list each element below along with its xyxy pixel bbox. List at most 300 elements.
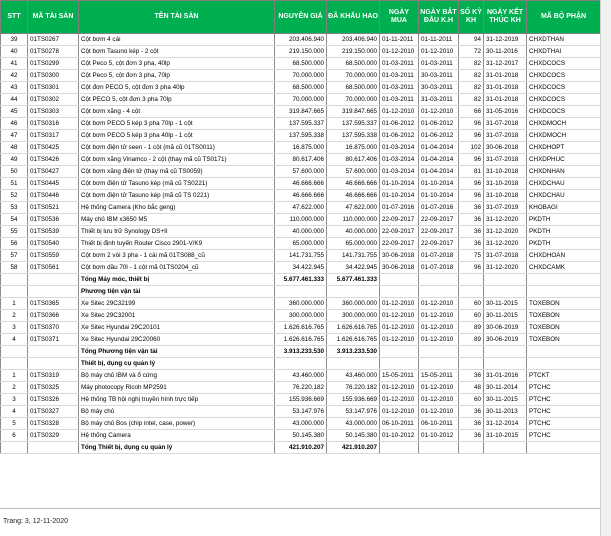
table-row (1, 322, 601, 334)
cell-asset-name: Cột bơm điện tử seen - 1 cột (mã cũ 01TS0011) (79, 142, 275, 154)
cell-purchase-date: 15-05-2011 (380, 370, 419, 382)
cell-department-code: CHXDCOCS (527, 106, 601, 118)
cell-depreciation-end: 31-10-2018 (484, 166, 527, 178)
cell-department-code: TOXEBON (527, 310, 601, 322)
cell-purchase-date: 01-11-2011 (380, 34, 419, 46)
cell-purchase-date: 01-06-2012 (380, 118, 419, 130)
cell-depreciation-start: 01-11-2011 (419, 34, 459, 46)
cell-department-code: CHXDHOAN (527, 250, 601, 262)
cell-depreciation-start: 01-12-2010 (419, 382, 459, 394)
cell-stt: 55 (1, 226, 28, 238)
cell-periods: 82 (459, 82, 484, 94)
cell-depreciated: 300.000.000 (327, 310, 380, 322)
table-row (1, 382, 601, 394)
cell-depreciation-start: 01-12-2010 (419, 394, 459, 406)
cell-depreciation-start: 01-12-2010 (419, 406, 459, 418)
cell-depreciated: 70.000.000 (327, 70, 380, 82)
cell-empty (380, 358, 419, 370)
cell-depreciation-start: 01-04-2014 (419, 142, 459, 154)
cell-periods: 96 (459, 118, 484, 130)
cell-depreciated: 80.617.406 (327, 154, 380, 166)
cell-original-cost: 70.000.000 (275, 70, 327, 82)
cell-depreciated: 57.600.000 (327, 166, 380, 178)
cell-periods: 82 (459, 94, 484, 106)
cell-periods: 36 (459, 370, 484, 382)
table-row (1, 238, 601, 250)
cell-asset-code: 01TS0561 (28, 262, 79, 274)
cell-purchase-date: 01-12-2010 (380, 334, 419, 346)
cell-depreciation-end: 30-11-2015 (484, 310, 527, 322)
subtotal-depreciated: 3.913.233.530 (327, 346, 380, 358)
cell-depreciation-end: 30-11-2014 (484, 382, 527, 394)
cell-original-cost: 319.847.665 (275, 106, 327, 118)
cell-empty (28, 274, 79, 286)
cell-department-code: PKDTH (527, 238, 601, 250)
cell-periods: 75 (459, 250, 484, 262)
page-footer: Trang: 3, 12-11-2020 (3, 518, 68, 525)
cell-periods: 94 (459, 34, 484, 46)
cell-depreciation-end: 31-07-2019 (484, 202, 527, 214)
table-row (1, 406, 601, 418)
cell-asset-name: Cột bơm PECO 5 kép 3 pha 70lp - 1 cột (79, 118, 275, 130)
cell-original-cost: 40.000.000 (275, 226, 327, 238)
cell-department-code: CHXDCOCS (527, 94, 601, 106)
cell-purchase-date: 01-10-2012 (380, 430, 419, 442)
cell-asset-code: 01TS0446 (28, 190, 79, 202)
cell-asset-name: Cột bơm 4 cái (79, 34, 275, 46)
cell-periods: 96 (459, 190, 484, 202)
cell-department-code: CHXDTHAI (527, 46, 601, 58)
cell-asset-name: Cột bơm điện tử Tasuno kép (mã cũ TS 0221) (79, 190, 275, 202)
cell-depreciated: 1.626.616.765 (327, 334, 380, 346)
cell-asset-name: Cột bơm 2 vòi 3 pha - 1 cái mã 01TS088_cũ (79, 250, 275, 262)
cell-depreciation-end: 31-12-2020 (484, 238, 527, 250)
cell-stt: 42 (1, 70, 28, 82)
cell-empty (484, 274, 527, 286)
cell-asset-name: Cột PECO 5, cột đơn 3 pha 70lp (79, 94, 275, 106)
cell-depreciated: 50.145.380 (327, 430, 380, 442)
cell-depreciated: 219.150.000 (327, 46, 380, 58)
cell-stt: 47 (1, 130, 28, 142)
table-row (1, 82, 601, 94)
cell-asset-code: 01TS0559 (28, 250, 79, 262)
cell-asset-name: Hệ thống Camera (79, 430, 275, 442)
cell-department-code: CHXDMOCH (527, 118, 601, 130)
cell-depreciation-end: 31-12-2014 (484, 418, 527, 430)
cell-depreciation-end: 31-07-2018 (484, 118, 527, 130)
cell-purchase-date: 22-09-2017 (380, 226, 419, 238)
cell-department-code: CHXDPHUC (527, 154, 601, 166)
cell-asset-code: 01TS0278 (28, 46, 79, 58)
table-row (1, 430, 601, 442)
table-row (1, 118, 601, 130)
cell-depreciation-start: 01-12-2010 (419, 310, 459, 322)
table-row (1, 250, 601, 262)
cell-periods: 96 (459, 154, 484, 166)
cell-periods: 66 (459, 106, 484, 118)
table-row (1, 202, 601, 214)
cell-periods: 102 (459, 142, 484, 154)
table-row (1, 334, 601, 346)
cell-asset-name: Cột bơm xăng điện tử (thay mã cũ TS0059) (79, 166, 275, 178)
cell-asset-name: Thiết bị lưu trữ Synology DS+II (79, 226, 275, 238)
table-row (1, 130, 601, 142)
cell-empty (419, 274, 459, 286)
cell-asset-name: Cột bơm Tasuno kép - 2 cột (79, 46, 275, 58)
header-department-code: MÃ BỘ PHẬN (527, 1, 601, 34)
cell-depreciated: 43.460.000 (327, 370, 380, 382)
cell-purchase-date: 06-10-2011 (380, 418, 419, 430)
scrollbar-edge[interactable] (600, 0, 611, 536)
cell-empty (28, 286, 79, 298)
cell-empty (380, 274, 419, 286)
cell-depreciation-end: 30-11-2015 (484, 298, 527, 310)
subtotal-original-cost: 421.910.207 (275, 442, 327, 454)
cell-depreciated: 319.847.665 (327, 106, 380, 118)
cell-department-code: CHXDMOCH (527, 130, 601, 142)
cell-department-code: CHXDCAMK (527, 262, 601, 274)
cell-depreciation-end: 31-12-2020 (484, 262, 527, 274)
cell-depreciation-end: 31-07-2018 (484, 130, 527, 142)
cell-purchase-date: 01-12-2010 (380, 406, 419, 418)
cell-periods: 96 (459, 178, 484, 190)
subtotal-row (1, 442, 601, 454)
cell-asset-code: 01TS0371 (28, 334, 79, 346)
cell-empty (419, 346, 459, 358)
cell-stt: 3 (1, 394, 28, 406)
cell-periods: 48 (459, 382, 484, 394)
table-row (1, 226, 601, 238)
cell-periods: 82 (459, 58, 484, 70)
cell-asset-name: Cột bơm xăng - 4 cột (79, 106, 275, 118)
cell-asset-code: 01TS0301 (28, 82, 79, 94)
cell-depreciation-start: 01-07-2016 (419, 202, 459, 214)
cell-depreciated: 34.422.945 (327, 262, 380, 274)
cell-depreciation-end: 31-01-2018 (484, 94, 527, 106)
table-row (1, 142, 601, 154)
cell-depreciated: 53.147.976 (327, 406, 380, 418)
cell-empty (380, 346, 419, 358)
cell-original-cost: 68.500.000 (275, 58, 327, 70)
cell-purchase-date: 01-10-2014 (380, 178, 419, 190)
table-row (1, 94, 601, 106)
table-row (1, 394, 601, 406)
cell-depreciation-start: 01-10-2014 (419, 190, 459, 202)
cell-asset-code: 01TS0299 (28, 58, 79, 70)
cell-stt: 40 (1, 46, 28, 58)
group-row (1, 286, 601, 298)
cell-empty (419, 442, 459, 454)
cell-original-cost: 68.500.000 (275, 82, 327, 94)
cell-stt: 51 (1, 178, 28, 190)
cell-empty (484, 358, 527, 370)
table-row (1, 310, 601, 322)
cell-periods: 89 (459, 322, 484, 334)
cell-asset-code: 01TS0325 (28, 382, 79, 394)
cell-department-code: PTCHC (527, 382, 601, 394)
cell-depreciation-start: 01-10-2014 (419, 178, 459, 190)
cell-original-cost: 47.622.000 (275, 202, 327, 214)
cell-department-code: CHXDCOCS (527, 82, 601, 94)
cell-stt: 1 (1, 298, 28, 310)
cell-original-cost: 46.666.666 (275, 190, 327, 202)
cell-periods: 36 (459, 418, 484, 430)
cell-depreciation-start: 01-10-2012 (419, 430, 459, 442)
cell-depreciated: 110.000.000 (327, 214, 380, 226)
cell-purchase-date: 01-10-2014 (380, 190, 419, 202)
cell-empty (484, 442, 527, 454)
table-row (1, 46, 601, 58)
subtotal-label: Tổng Thiết bị, dụng cụ quản lý (79, 442, 275, 454)
cell-asset-name: Hệ thống TB hội nghị truyền hình trực tiếp (79, 394, 275, 406)
cell-original-cost: 76.220.182 (275, 382, 327, 394)
cell-depreciation-end: 30-06-2019 (484, 322, 527, 334)
cell-periods: 82 (459, 70, 484, 82)
subtotal-label: Tổng Máy móc, thiết bị (79, 274, 275, 286)
cell-department-code: KHOBAGI (527, 202, 601, 214)
cell-depreciated: 16.875.000 (327, 142, 380, 154)
cell-original-cost: 1.626.616.765 (275, 334, 327, 346)
cell-stt: 5 (1, 418, 28, 430)
cell-asset-name: Bộ máy chủ Bos (chip intel, case, power) (79, 418, 275, 430)
cell-empty (327, 358, 380, 370)
cell-depreciation-start: 01-12-2010 (419, 46, 459, 58)
cell-depreciation-end: 31-01-2018 (484, 82, 527, 94)
cell-depreciated: 203.406.940 (327, 34, 380, 46)
cell-empty (527, 442, 601, 454)
table-row (1, 154, 601, 166)
cell-asset-code: 01TS0445 (28, 178, 79, 190)
cell-stt: 4 (1, 406, 28, 418)
cell-depreciated: 47.622.000 (327, 202, 380, 214)
header-periods: SỐ KỲ KH (459, 1, 484, 34)
cell-purchase-date: 30-06-2018 (380, 262, 419, 274)
cell-original-cost: 70.000.000 (275, 94, 327, 106)
cell-asset-name: Cột bơm dầu 70l - 1 cột mã 01TS0204_cũ (79, 262, 275, 274)
cell-purchase-date: 01-12-2010 (380, 46, 419, 58)
cell-depreciated: 70.000.000 (327, 94, 380, 106)
footer-divider (0, 508, 600, 509)
group-row (1, 358, 601, 370)
cell-asset-name: Máy chủ IBM x3650 M5 (79, 214, 275, 226)
table-row (1, 418, 601, 430)
cell-empty (28, 346, 79, 358)
cell-asset-name: Bộ máy chủ IBM và ổ cứng (79, 370, 275, 382)
cell-empty (459, 346, 484, 358)
cell-purchase-date: 01-12-2010 (380, 382, 419, 394)
cell-periods: 36 (459, 430, 484, 442)
cell-asset-code: 01TS0329 (28, 430, 79, 442)
cell-department-code: CHXDHOPT (527, 142, 601, 154)
cell-department-code: PTCKT (527, 370, 601, 382)
cell-depreciation-end: 31-01-2016 (484, 370, 527, 382)
cell-original-cost: 219.150.000 (275, 46, 327, 58)
cell-empty (459, 358, 484, 370)
cell-department-code: TOXEBON (527, 298, 601, 310)
cell-asset-code: 01TS0317 (28, 130, 79, 142)
cell-department-code: PTCHC (527, 430, 601, 442)
cell-department-code: PKDTH (527, 226, 601, 238)
table-row (1, 262, 601, 274)
table-row (1, 370, 601, 382)
cell-asset-code: 01TS0425 (28, 142, 79, 154)
cell-depreciation-start: 01-06-2012 (419, 118, 459, 130)
cell-original-cost: 1.626.616.765 (275, 322, 327, 334)
cell-purchase-date: 01-12-2010 (380, 298, 419, 310)
header-depreciation-end: NGÀY KẾT THÚC KH (484, 1, 527, 34)
cell-stt: 44 (1, 94, 28, 106)
cell-depreciation-end: 31-10-2018 (484, 190, 527, 202)
cell-asset-name: Cột Peco 5, cột đơn 3 pha, 70lp (79, 70, 275, 82)
cell-depreciation-end: 30-11-2013 (484, 406, 527, 418)
cell-asset-name: Bộ máy chủ (79, 406, 275, 418)
cell-purchase-date: 01-12-2010 (380, 310, 419, 322)
cell-asset-name: Cột đơn PECO 5, cột đơn 3 pha 40lp (79, 82, 275, 94)
cell-empty (1, 286, 28, 298)
cell-depreciation-start: 01-12-2010 (419, 106, 459, 118)
subtotal-depreciated: 5.677.461.333 (327, 274, 380, 286)
cell-depreciation-end: 31-07-2018 (484, 154, 527, 166)
cell-department-code: PTCHC (527, 394, 601, 406)
subtotal-depreciated: 421.910.207 (327, 442, 380, 454)
subtotal-row (1, 274, 601, 286)
table-row (1, 70, 601, 82)
cell-depreciated: 68.500.000 (327, 58, 380, 70)
cell-asset-code: 01TS0426 (28, 154, 79, 166)
cell-depreciation-start: 01-12-2010 (419, 298, 459, 310)
cell-asset-code: 01TS0540 (28, 238, 79, 250)
subtotal-original-cost: 5.677.461.333 (275, 274, 327, 286)
cell-depreciation-start: 01-12-2010 (419, 322, 459, 334)
cell-purchase-date: 01-03-2014 (380, 142, 419, 154)
cell-purchase-date: 30-06-2018 (380, 250, 419, 262)
cell-depreciated: 65.000.000 (327, 238, 380, 250)
cell-department-code: PTCHC (527, 406, 601, 418)
cell-original-cost: 43.000.000 (275, 418, 327, 430)
cell-periods: 36 (459, 406, 484, 418)
cell-periods: 36 (459, 214, 484, 226)
cell-original-cost: 155.936.669 (275, 394, 327, 406)
cell-asset-code: 01TS0521 (28, 202, 79, 214)
cell-depreciation-start: 22-09-2017 (419, 226, 459, 238)
table-header-row (1, 1, 601, 34)
cell-department-code: CHXDCHAU (527, 190, 601, 202)
cell-stt: 39 (1, 34, 28, 46)
subtotal-label: Tổng Phương tiện vận tải (79, 346, 275, 358)
cell-depreciated: 141.731.755 (327, 250, 380, 262)
cell-depreciated: 1.626.616.765 (327, 322, 380, 334)
cell-department-code: CHXDTHAN (527, 34, 601, 46)
cell-empty (527, 274, 601, 286)
cell-department-code: PTCHC (527, 418, 601, 430)
subtotal-original-cost: 3.913.233.530 (275, 346, 327, 358)
cell-asset-code: 01TS0536 (28, 214, 79, 226)
cell-stt: 46 (1, 118, 28, 130)
cell-stt: 41 (1, 58, 28, 70)
cell-depreciation-start: 01-06-2012 (419, 130, 459, 142)
cell-empty (484, 286, 527, 298)
cell-asset-code: 01TS0302 (28, 94, 79, 106)
cell-periods: 36 (459, 226, 484, 238)
cell-department-code: CHXDCOCS (527, 58, 601, 70)
cell-empty (527, 346, 601, 358)
cell-original-cost: 16.875.000 (275, 142, 327, 154)
cell-periods: 36 (459, 202, 484, 214)
cell-depreciation-start: 01-04-2014 (419, 154, 459, 166)
cell-original-cost: 141.731.755 (275, 250, 327, 262)
header-original-cost: NGUYÊN GIÁ (275, 1, 327, 34)
cell-depreciation-start: 01-03-2011 (419, 58, 459, 70)
cell-depreciation-start: 15-05-2011 (419, 370, 459, 382)
table-row (1, 214, 601, 226)
cell-depreciated: 46.666.666 (327, 190, 380, 202)
cell-depreciation-start: 22-09-2017 (419, 214, 459, 226)
cell-empty (419, 358, 459, 370)
cell-empty (484, 346, 527, 358)
cell-stt: 48 (1, 142, 28, 154)
table-body (1, 34, 601, 454)
cell-depreciation-start: 01-07-2018 (419, 250, 459, 262)
cell-depreciation-start: 01-12-2010 (419, 334, 459, 346)
cell-empty (327, 286, 380, 298)
cell-depreciated: 40.000.000 (327, 226, 380, 238)
cell-original-cost: 110.000.000 (275, 214, 327, 226)
cell-stt: 3 (1, 322, 28, 334)
cell-depreciated: 137.595.338 (327, 130, 380, 142)
cell-stt: 49 (1, 154, 28, 166)
cell-department-code: TOXEBON (527, 334, 601, 346)
cell-purchase-date: 01-12-2010 (380, 394, 419, 406)
header-purchase-date: NGÀY MUA (380, 1, 419, 34)
cell-original-cost: 137.595.338 (275, 130, 327, 142)
cell-empty (28, 442, 79, 454)
cell-stt: 56 (1, 238, 28, 250)
cell-original-cost: 57.600.000 (275, 166, 327, 178)
cell-asset-name: Xe Sitec 29C32001 (79, 310, 275, 322)
cell-depreciation-start: 30-03-2011 (419, 82, 459, 94)
cell-periods: 60 (459, 298, 484, 310)
cell-empty (1, 442, 28, 454)
table-row (1, 34, 601, 46)
table-row (1, 58, 601, 70)
cell-asset-code: 01TS0326 (28, 394, 79, 406)
cell-asset-code: 01TS0365 (28, 298, 79, 310)
cell-asset-name: Cột Peco 5, cột đơn 3 pha, 40lp (79, 58, 275, 70)
cell-empty (275, 286, 327, 298)
cell-original-cost: 300.000.000 (275, 310, 327, 322)
cell-depreciation-end: 31-01-2018 (484, 70, 527, 82)
cell-stt: 53 (1, 202, 28, 214)
cell-empty (1, 274, 28, 286)
cell-department-code: CHXDNHAN (527, 166, 601, 178)
cell-empty (1, 358, 28, 370)
cell-depreciation-end: 31-12-2020 (484, 226, 527, 238)
cell-department-code: TOXEBON (527, 322, 601, 334)
cell-department-code: PKDTH (527, 214, 601, 226)
cell-depreciated: 68.500.000 (327, 82, 380, 94)
cell-stt: 2 (1, 382, 28, 394)
group-label: Phương tiện vận tải (79, 286, 275, 298)
cell-purchase-date: 01-03-2011 (380, 70, 419, 82)
cell-stt: 2 (1, 310, 28, 322)
cell-asset-name: Thiết bị định tuyến Router Cisco 2901-V/K9 (79, 238, 275, 250)
cell-asset-code: 01TS0300 (28, 70, 79, 82)
table-row (1, 178, 601, 190)
cell-purchase-date: 01-07-2016 (380, 202, 419, 214)
cell-empty (275, 358, 327, 370)
cell-depreciated: 155.936.669 (327, 394, 380, 406)
cell-depreciated: 76.220.182 (327, 382, 380, 394)
